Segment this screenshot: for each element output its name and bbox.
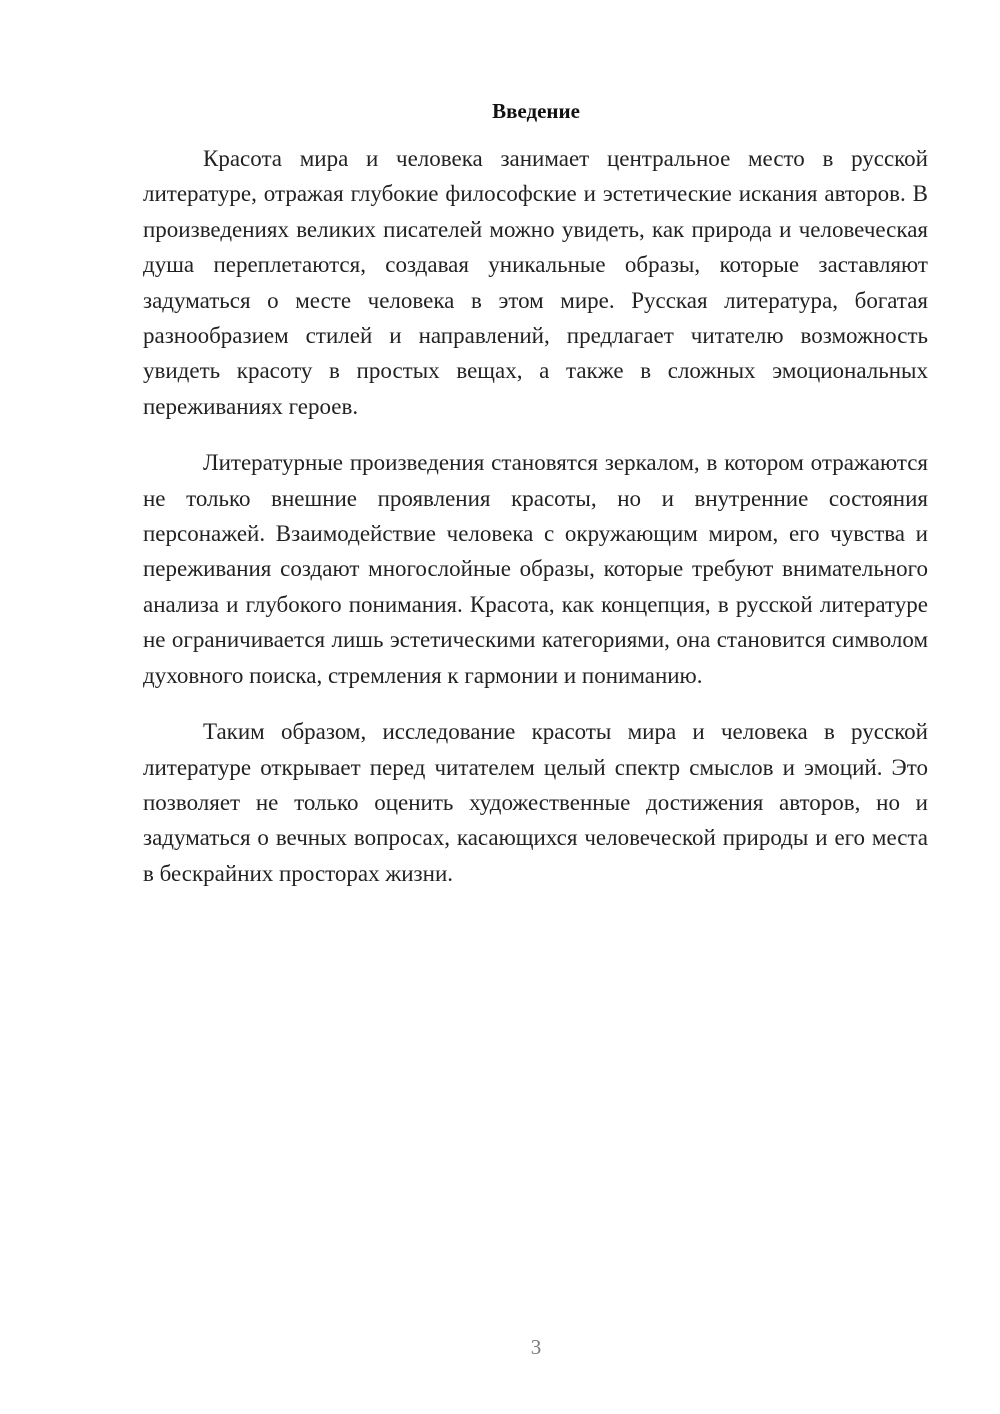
paragraph-1: Красота мира и человека занимает центральное место в русской литературе, отражая глубокие философские и эстетические искания авторов. В произведениях великих писателей можно увидеть, как природа и человеческая душа переплетаются, создавая уникальные образы, которые заставляют задуматься о месте человека в этом мире. Русская литература, богатая разнообразием стилей и направлений, предлагает читателю возможность увидеть красоту в простых вещах, а также в сложных эмоциональных переживаниях героев. <box>143 146 928 419</box>
body-text <box>143 141 928 891</box>
paragraph-3: Таким образом, исследование красоты мира и человека в русской литературе открывает перед читателем целый спектр смыслов и эмоций. Это позволяет не только оценить художественные достижения авторов, но и задуматься о вечных вопросах, касающихся человеческой природы и его места в бескрайних просторах жизни. <box>143 719 928 886</box>
section-heading: Введение <box>492 99 580 123</box>
paragraph-2: Литературные произведения становятся зеркалом, в котором отражаются не только внешние проявления красоты, но и внутренние состояния персонажей. Взаимодействие человека с окружающим миром, его чувства и переживания создают многослойные образы, которые требуют внимательного анализа и глубокого понимания. Красота, как концепция, в русской литературе не ограничивается лишь эстетическими категориями, она становится символом духовного поиска, стремления к гармонии и пониманию. <box>143 450 928 688</box>
page-number: 3 <box>530 1335 542 1359</box>
